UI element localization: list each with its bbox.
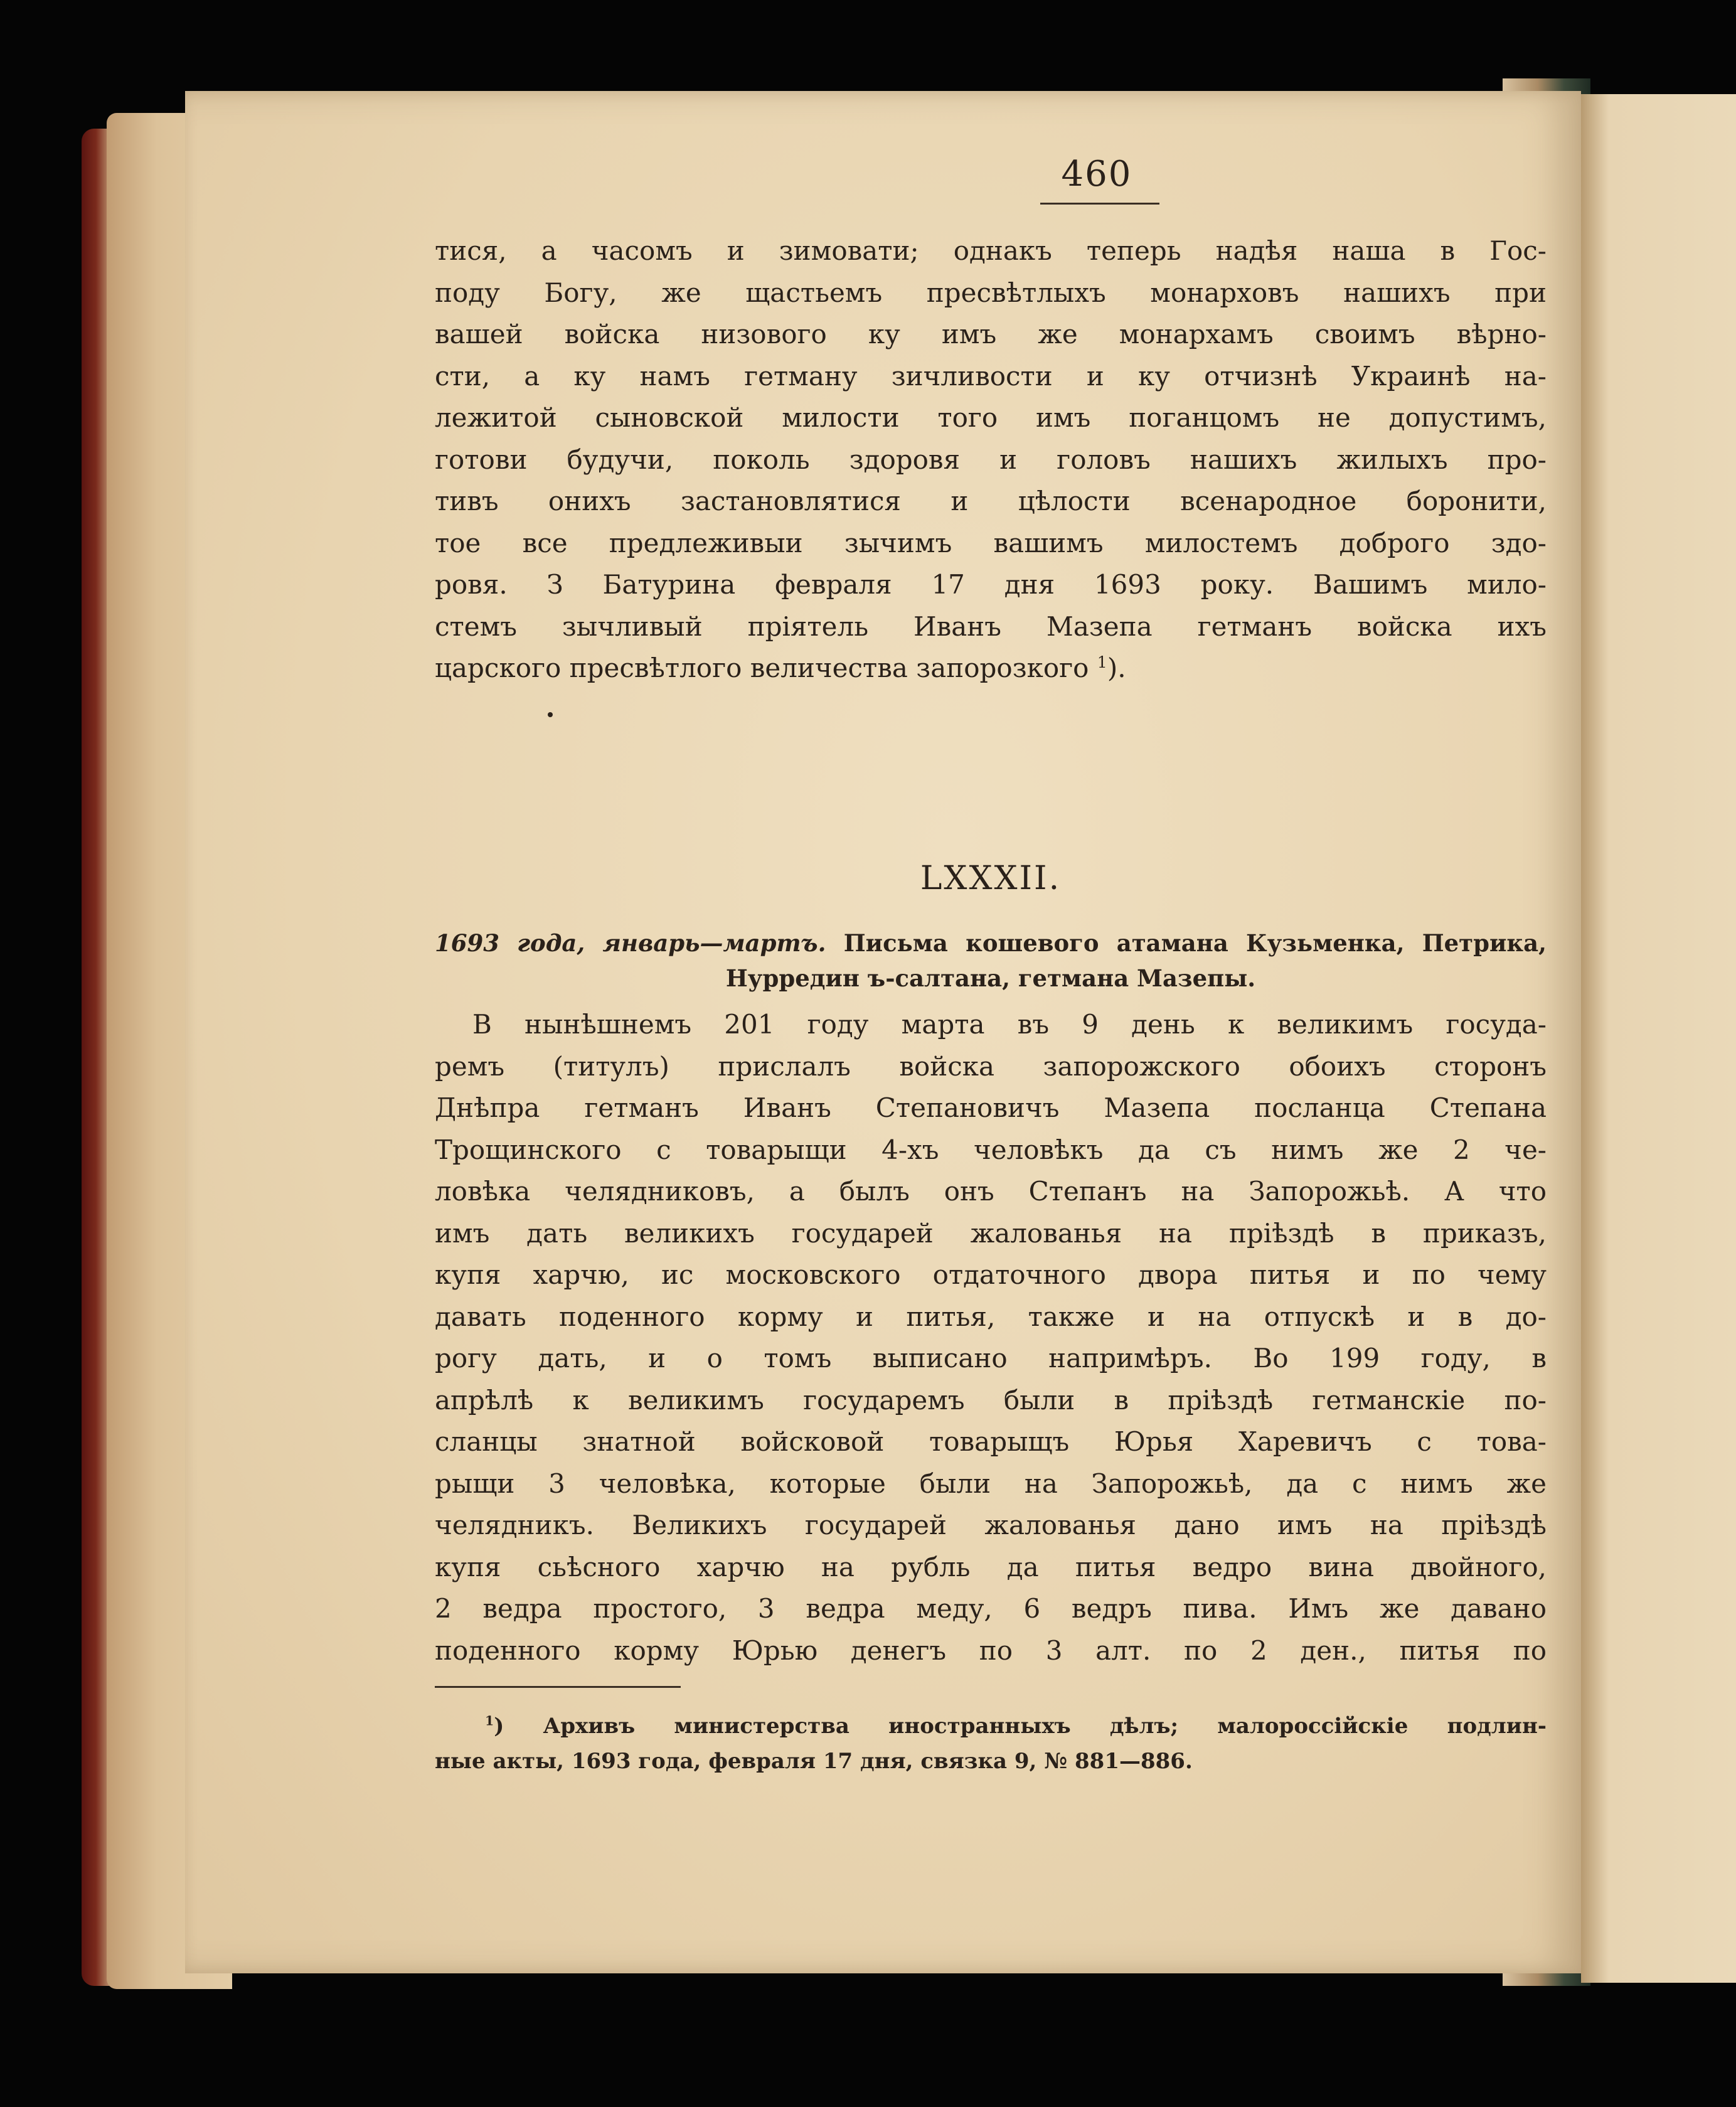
text-line: ремъ (титулъ) прислалъ войска запорожского обоихъ сторонъ [435,1050,1547,1082]
text-line: готови будучи, поколь здоровя и головъ нашихъ жилыхъ про- [435,444,1547,475]
text-line: Днѣпра гетманъ Иванъ Степановичъ Мазепа посланца Степана [435,1092,1547,1123]
text-line: ловѣка челядниковъ, а былъ онъ Степанъ на Запорожьѣ. А что [435,1176,1547,1207]
footnote-line-1 [435,1709,1547,1744]
closing-punctuation: ). [1107,653,1126,683]
section-date: 1693 года, январь—мартъ. [435,929,826,957]
footnote-rule [435,1686,681,1688]
text-line: сланцы знатной войсковой товарыщъ Юрья Харевичъ с това- [435,1426,1547,1457]
facing-page [1581,94,1736,1983]
book-page [185,91,1581,1973]
text-line: стемъ зычливый пріятель Иванъ Мазепа гетманъ войска ихъ [435,611,1547,642]
text-line: челядникъ. Великихъ государей жалованья дано имъ на пріѣздѣ [435,1510,1547,1540]
page-number: 460 [1061,154,1132,195]
text-line: имъ дать великихъ государей жалованья на пріѣздѣ в приказъ, [435,1217,1547,1249]
text-line: вашей войска низового ку имъ же монархамъ своимъ вѣрно- [435,319,1547,349]
text-line: сти, а ку намъ гетману зичливости и ку отчизнѣ Украинѣ на- [435,360,1547,392]
text-line: тися, а часомъ и зимовати; однакъ теперь надѣя наша в Гос- [435,235,1547,266]
text-line: давать поденного корму и питья, также и на отпускѣ и в до- [435,1301,1547,1332]
text-line: купя харчю, ис московского отдаточного двора питья и по чему [435,1259,1547,1290]
footnote-marker: 1 [485,1713,494,1729]
section-number: LXXXII. [920,860,1062,897]
text-line: В нынѣшнемъ 201 году марта въ 9 день к великимъ госуда- [472,1009,1547,1040]
text-line: лежитой сыновской милости того имъ поганцомъ не допустимъ, [435,402,1547,433]
footnote-text-1: ) Архивъ министерства иностранныхъ дѣлъ; малороссійскіе подлин- [494,1714,1547,1739]
section-title-part-1: Письма кошевого атамана Кузьменка, Петрика, [843,929,1547,957]
text-line-body: царского пресвѣтлого величества запорозкого [435,653,1089,683]
footnote-line-2: ные акты, 1693 года, февраля 17 дня, связка 9, № 881—886. [435,1749,1193,1774]
footnote-reference: 1 [1097,653,1107,671]
print-speck [548,712,553,717]
text-line: поду Богу, же щастьемъ пресвѣтлыхъ монарховъ нашихъ при [435,277,1547,308]
text-line: апрѣлѣ к великимъ государемъ были в пріѣздѣ гетманскіе по- [435,1384,1547,1416]
page-number-rule [1040,203,1159,205]
text-line: 2 ведра простого, 3 ведра меду, 6 ведръ пива. Имъ же давано [435,1593,1547,1624]
text-line: тое все предлеживыи зычимъ вашимъ милостемъ доброго здо- [435,527,1547,558]
text-line: тивъ онихъ застановлятися и цѣлости всенародное боронити, [435,486,1547,516]
footnote [435,1709,1547,1779]
text-line: поденного корму Юрью денегъ по 3 алт. по 2 ден., питья по [435,1635,1547,1666]
text-line: Трощинского с товарыщи 4-хъ человѣкъ да съ нимъ же 2 че- [435,1134,1547,1165]
letter-continuation [435,230,1547,690]
text-line: купя сьѣсного харчю на рубль да питья ведро вина двойного, [435,1551,1547,1582]
text-line: ровя. З Батурина февраля 17 дня 1693 року. Вашимъ мило- [435,569,1547,600]
text-line: рыщи 3 человѣка, которые были на Запорожьѣ, да с нимъ же [435,1468,1547,1499]
section-header [435,925,1547,996]
section-title-part-2: Нурредин ъ-салтана, гетмана Мазепы. [725,964,1256,992]
text-line: рогу дать, и о томъ выписано напримѣръ. Во 199 году, в [435,1343,1547,1374]
text-line [435,648,1547,690]
body-text [435,1004,1547,1672]
section-header-line-1 [435,925,1547,961]
